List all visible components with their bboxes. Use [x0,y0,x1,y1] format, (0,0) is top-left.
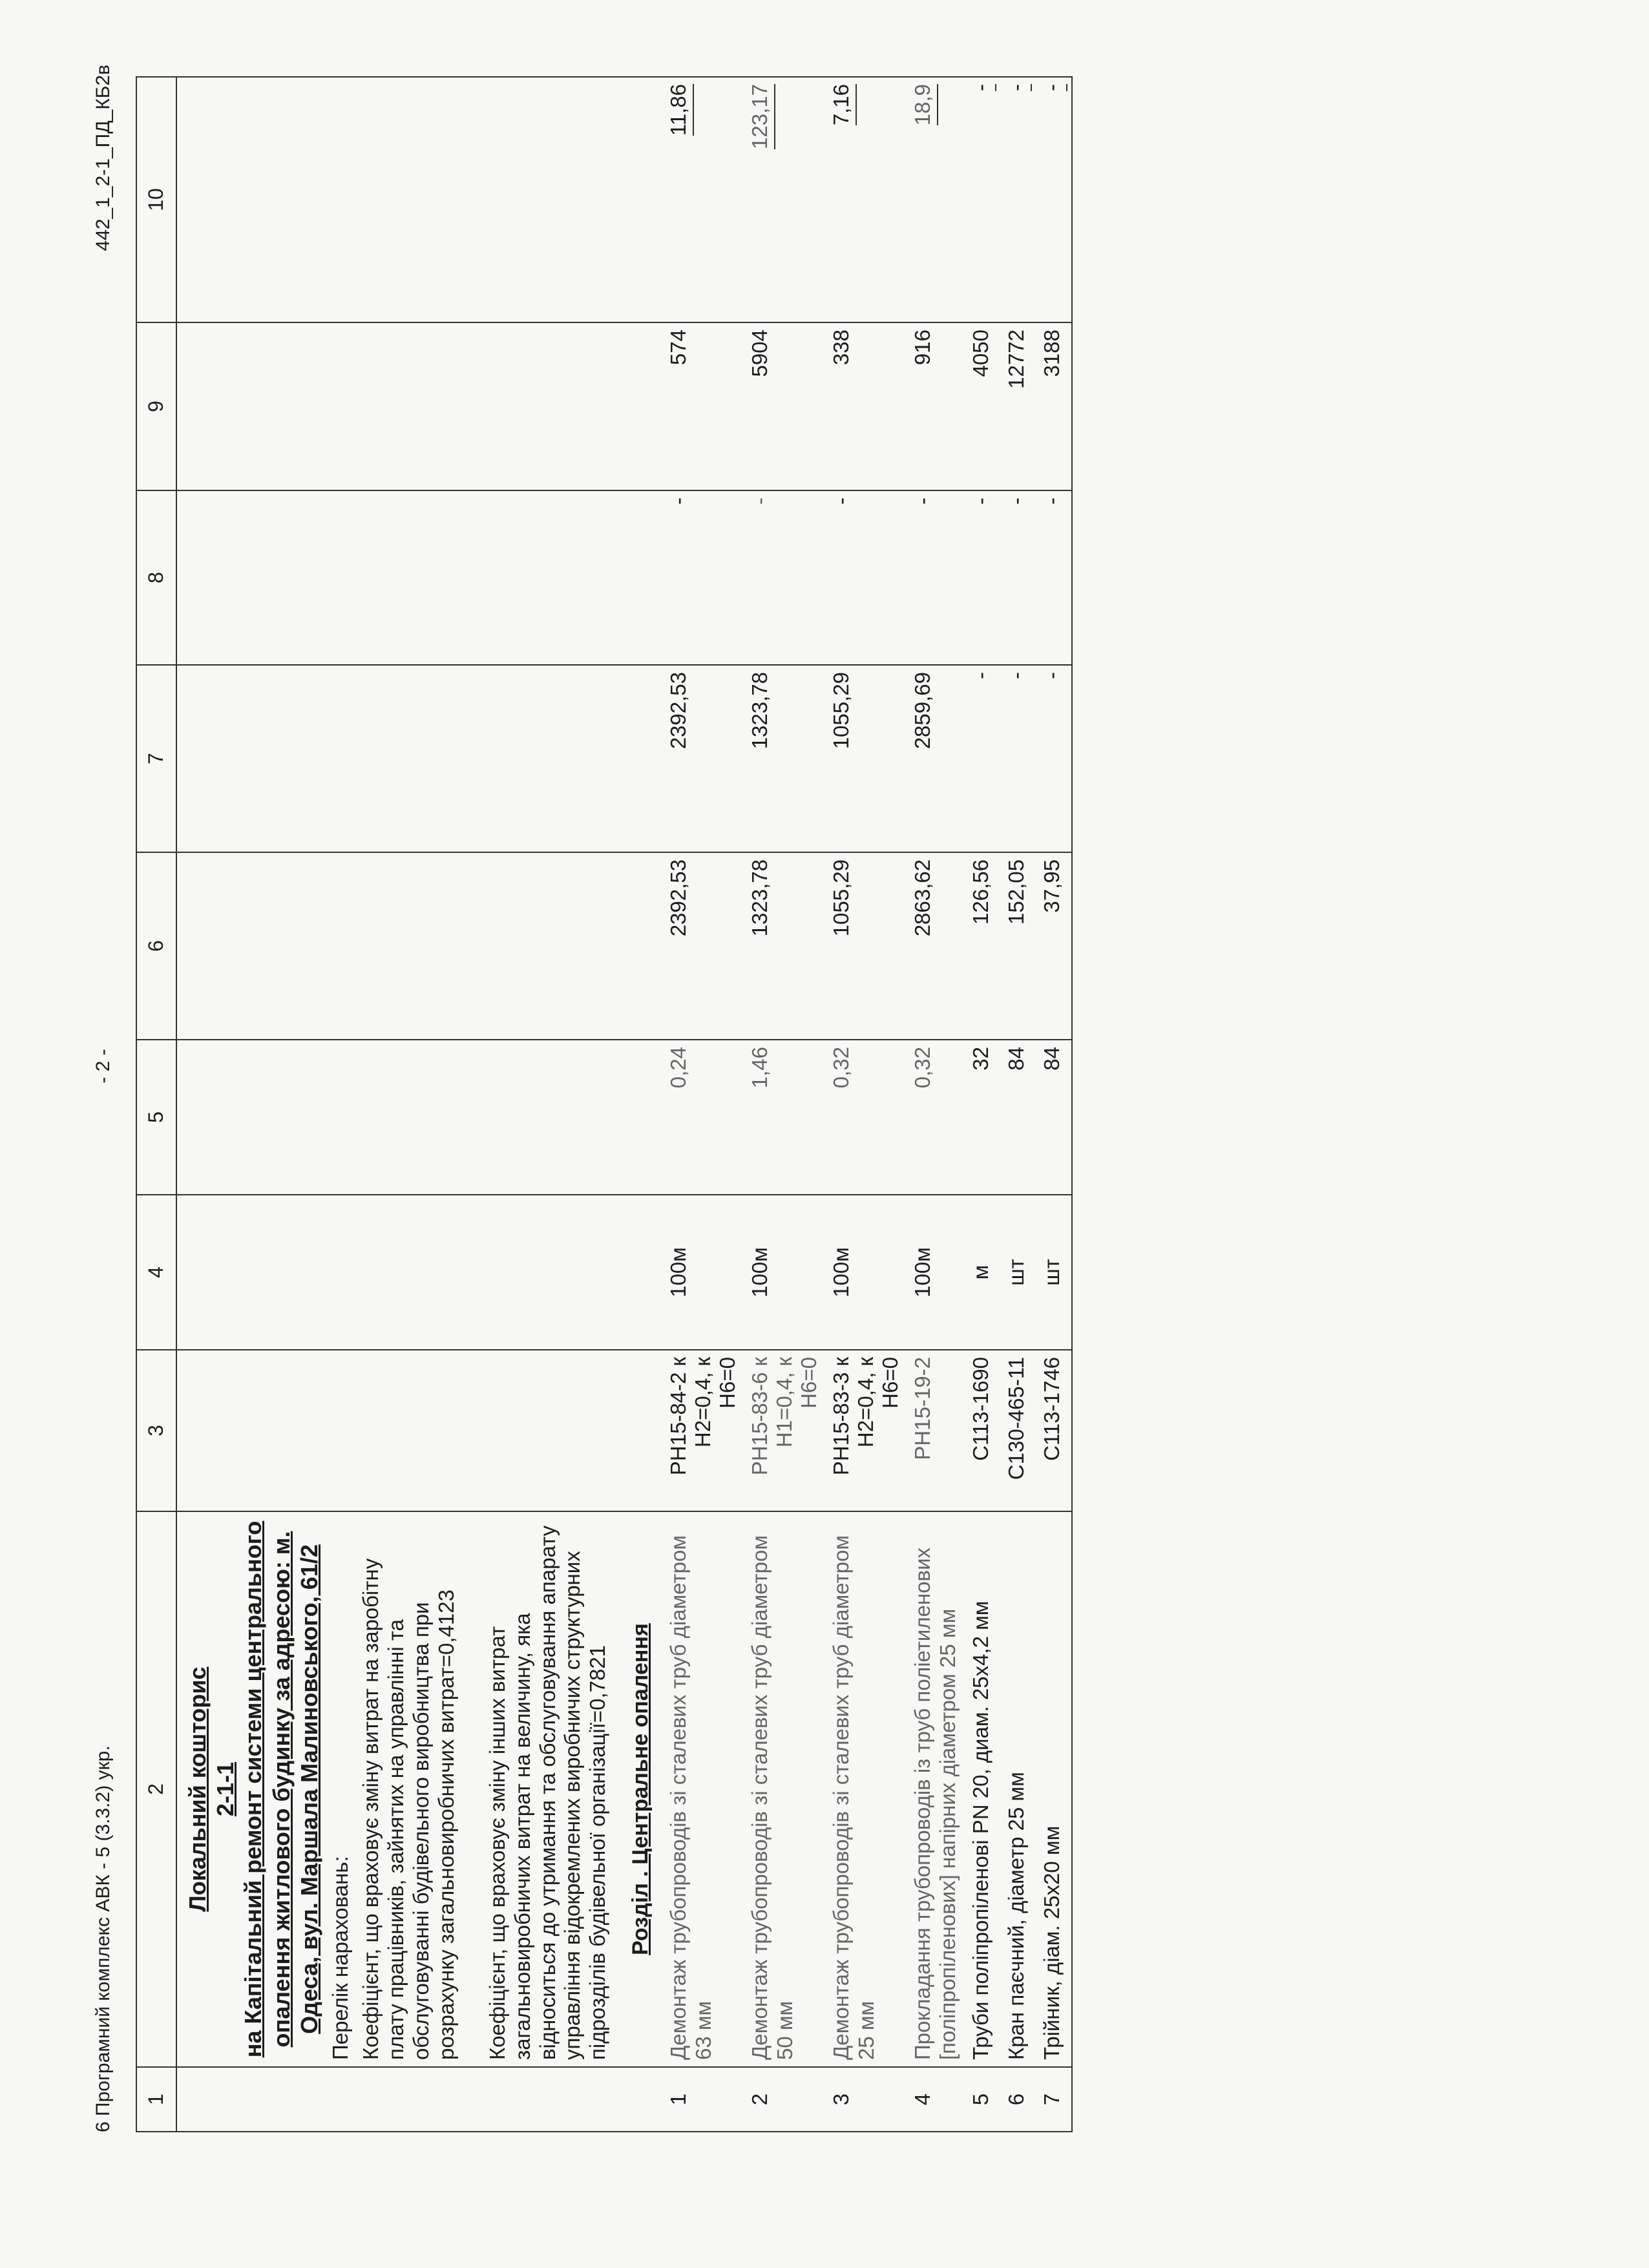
unit-cost-total: 2863,62 [907,852,965,1040]
section-title: Розділ . Центральне опалення [628,1623,653,1955]
rate-code: РН15-19-2 [907,1350,965,1511]
total-cost: 5904 [744,322,825,490]
rate-code: РН15-83-3 к Н2=0,4, к Н6=0 [825,1350,907,1511]
column-8-value: - [825,490,907,665]
row-number: 7 [1036,2067,1072,2132]
total-cost: 338 [825,322,907,490]
column-header: 3 [136,1350,176,1511]
column-8-value: - [662,490,744,665]
rate-code: РН15-84-2 к Н2=0,4, к Н6=0 [662,1350,744,1511]
column-8-value: - [1000,490,1036,665]
table-row [907,77,965,2132]
column-header: 5 [136,1040,176,1195]
table-row [744,77,825,2132]
column-header: 2 [136,1511,176,2067]
unit-cost-labor: - [1000,665,1036,852]
column-8-value: - [1036,490,1072,665]
rotated-page [84,65,1473,2132]
column-header: 1 [136,2067,176,2132]
unit-cost-labor: 2392,53 [662,665,744,852]
table-row [1036,77,1072,2132]
unit: м [965,1195,1000,1350]
total-cost: 916 [907,322,965,490]
rate-code: С113-1690 [965,1350,1000,1511]
column-10-value: 18,9 [910,84,938,125]
title-description: на Капітальний ремонт системи центрального опалення житлового будинку за адресою: м. Одеса, вул. Маршала Малиновського, 61/2 [240,1520,322,2058]
table-row [825,77,907,2132]
title-row [176,77,662,2132]
unit-cost-total: 152,05 [1000,852,1036,1040]
estimate-title [181,1518,323,2060]
software-header: 6 Програмний комплекс АВК - 5 (3.3.2) укр. [92,1745,114,2132]
row-number: 2 [744,2067,825,2132]
rate-code: РН15-83-6 к Н1=0,4, к Н6=0 [744,1350,825,1511]
work-description: Демонтаж трубопроводів зі сталевих труб діаметром 25 мм [825,1511,907,2067]
column-header: 7 [136,665,176,852]
unit: шт [1000,1195,1036,1350]
unit-cost-total: 2392,53 [662,852,744,1040]
quantity: 84 [1036,1040,1072,1195]
unit: 100м [907,1195,965,1350]
table-row [965,77,1000,2132]
row-number: 4 [907,2067,965,2132]
total-cost: 12772 [1000,322,1036,490]
unit-cost-labor: 1055,29 [825,665,907,852]
table-row [1000,77,1036,2132]
charges-intro: Перелік нараховань: [328,1856,352,2060]
title-line: Локальний кошторис [184,1666,211,1912]
unit: шт [1036,1195,1072,1350]
column-header: 8 [136,490,176,665]
quantity: 1,46 [744,1040,825,1195]
quantity: 0,32 [825,1040,907,1195]
row-number: 5 [965,2067,1000,2132]
coefficient-note-2: Коефіцієнт, що враховує зміну інших витрат загальновиробничих витрат на величину, яка відноситься до утримання та обслуговування апарату управління відокремлених виробничих структурних підрозділів будівельної організації=0,7821 [485,1525,610,2060]
unit: 100м [744,1195,825,1350]
coefficient-note-1: Коефіцієнт, що враховує зміну витрат на заробітну плату працівників, зайнятих на управлінні та обслуговуванні будівельного виробництва при розрахунку загальновиробничих витрат=0,4123 [358,1558,458,2060]
work-description: Прокладання трубопроводів із труб поліетиленових [поліпропіленових] напірних діаметром 25 мм [907,1511,965,2067]
document-code: 442_1_2-1_ПД_КБ2в [92,65,114,251]
unit-cost-labor: 2859,69 [907,665,965,852]
rate-code: С130-465-11 [1000,1350,1036,1511]
unit-cost-total: 37,95 [1036,852,1072,1040]
material-description: Труби поліпропіленові PN 20, диам. 25х4,2 мм [965,1511,1000,2067]
unit-cost-labor: - [1036,665,1072,852]
quantity: 32 [965,1040,1000,1195]
column-header: 9 [136,322,176,490]
total-cost: 574 [662,322,744,490]
column-10-value: 11,86 [666,84,694,136]
column-8-value: - [744,490,825,665]
material-description: Трійник, діам. 25х20 мм [1036,1511,1072,2067]
column-10-value: - [969,84,996,91]
column-header: 10 [136,77,176,322]
unit-cost-labor: - [965,665,1000,852]
quantity: 0,32 [907,1040,965,1195]
column-8-value: - [907,490,965,665]
estimate-number: 2-1-1 [212,1761,239,1817]
unit: 100м [662,1195,744,1350]
total-cost: 4050 [965,322,1000,490]
material-description: Кран паєчний, діаметр 25 мм [1000,1511,1036,2067]
column-10-value: 123,17 [748,84,775,149]
row-number: 6 [1000,2067,1036,2132]
unit-cost-total: 126,56 [965,852,1000,1040]
column-number-row [136,77,176,2132]
column-header: 4 [136,1195,176,1350]
work-description: Демонтаж трубопроводів зі сталевих труб діаметром 50 мм [744,1511,825,2067]
table-row [662,77,744,2132]
row-number: 1 [662,2067,744,2132]
estimate-table [136,76,1073,2132]
rate-code: С113-1746 [1036,1350,1072,1511]
column-10-value: - [1040,84,1067,91]
row-number: 3 [825,2067,907,2132]
column-8-value: - [965,490,1000,665]
unit: 100м [825,1195,907,1350]
work-description: Демонтаж трубопроводів зі сталевих труб діаметром 63 мм [662,1511,744,2067]
column-10-value: - [1004,84,1032,91]
total-cost: 3188 [1036,322,1072,490]
quantity: 84 [1000,1040,1036,1195]
quantity: 0,24 [662,1040,744,1195]
column-header: 6 [136,852,176,1040]
column-10-value: 7,16 [829,84,857,125]
unit-cost-labor: 1323,78 [744,665,825,852]
unit-cost-total: 1055,29 [825,852,907,1040]
unit-cost-total: 1323,78 [744,852,825,1040]
page-number: - 2 - [92,1049,114,1084]
